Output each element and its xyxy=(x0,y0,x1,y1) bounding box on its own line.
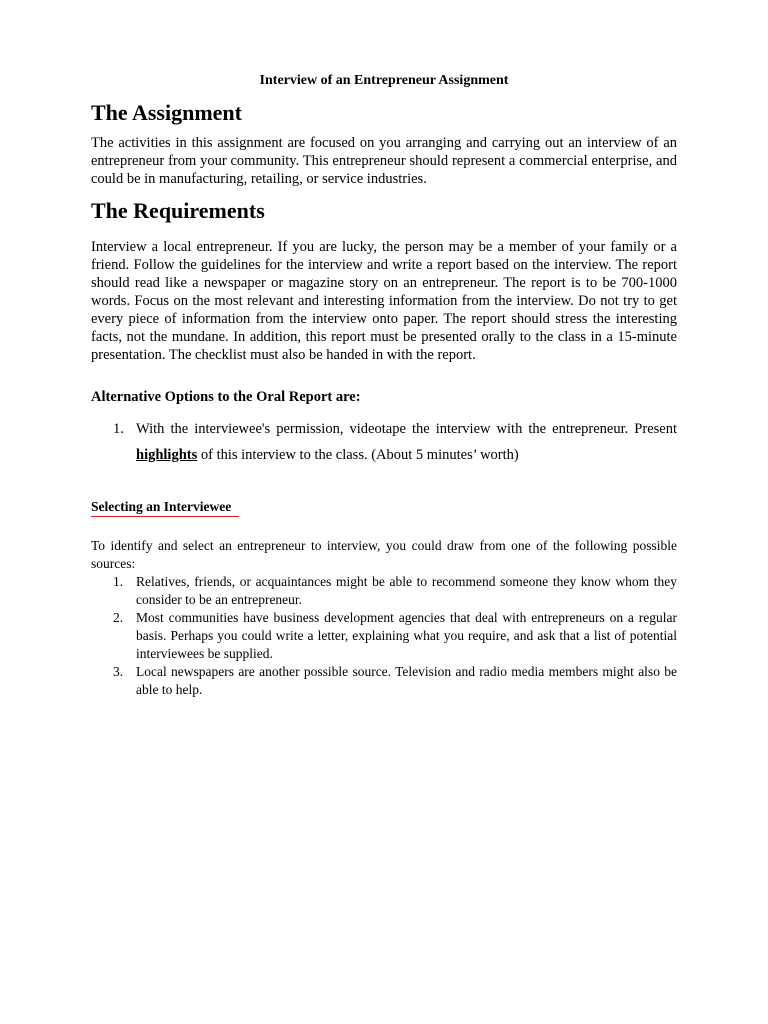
list-item xyxy=(91,573,677,609)
assignment-paragraph: The activities in this assignment are focused on you arranging and carrying out an interview of an entrepreneur from your community. This entrepreneur should represent a commercial enterprise, and could be in manufacturing, retailing, or service industries. xyxy=(91,135,677,187)
list-item xyxy=(91,416,677,468)
list-item xyxy=(91,663,677,699)
list-item-text: Local newspapers are another possible source. Television and radio media members might also be able to help. xyxy=(136,664,677,697)
list-item-text: Relatives, friends, or acquaintances might be able to recommend someone they know whom they consider to be an entrepreneur. xyxy=(136,574,677,607)
list-item-number: 3. xyxy=(113,664,124,679)
selecting-intro: To identify and select an entrepreneur to interview, you could draw from one of the following possible sources: xyxy=(91,538,677,571)
list-item-number: 1. xyxy=(113,574,124,589)
assignment-heading: The Assignment xyxy=(91,100,242,125)
alternatives-heading: Alternative Options to the Oral Report are: xyxy=(91,389,361,405)
list-item-text xyxy=(136,416,677,468)
list-item-text: Most communities have business development agencies that deal with entrepreneurs on a regular basis. Perhaps you could write a letter, explaining what you require, and ask that a list of potential interviewees be supplied. xyxy=(136,610,677,661)
sources-list xyxy=(91,573,677,699)
list-item-text-after: of this interview to the class. (About 5 minutes’ worth) xyxy=(197,447,519,463)
highlights-text: highlights xyxy=(136,447,198,463)
alternatives-list xyxy=(91,416,677,468)
document-title: Interview of an Entrepreneur Assignment xyxy=(259,73,509,88)
list-item-number: 1. xyxy=(113,421,124,437)
requirements-heading: The Requirements xyxy=(91,198,265,223)
list-item-number: 2. xyxy=(113,610,124,625)
requirements-paragraph: Interview a local entrepreneur. If you are lucky, the person may be a member of your family or a friend. Follow the guidelines for the interview and write a report based on the interview. The report should read like a newspaper or magazine story on an entrepreneur. The report is to be 700-1000 words. Focus on the most relevant and interesting information from the interview. Do not try to get every piece of information from the interview onto paper. The report should stress the interesting facts, not the mundane. In addition, this report must be presented orally to the class in a 15-minute presentation. The checklist must also be handed in with the report. xyxy=(91,239,677,363)
list-item xyxy=(91,609,677,663)
selecting-heading: Selecting an Interviewee xyxy=(91,498,239,517)
list-item-text-before: With the interviewee's permission, videotape the interview with the entrepreneur. Present xyxy=(136,421,677,437)
